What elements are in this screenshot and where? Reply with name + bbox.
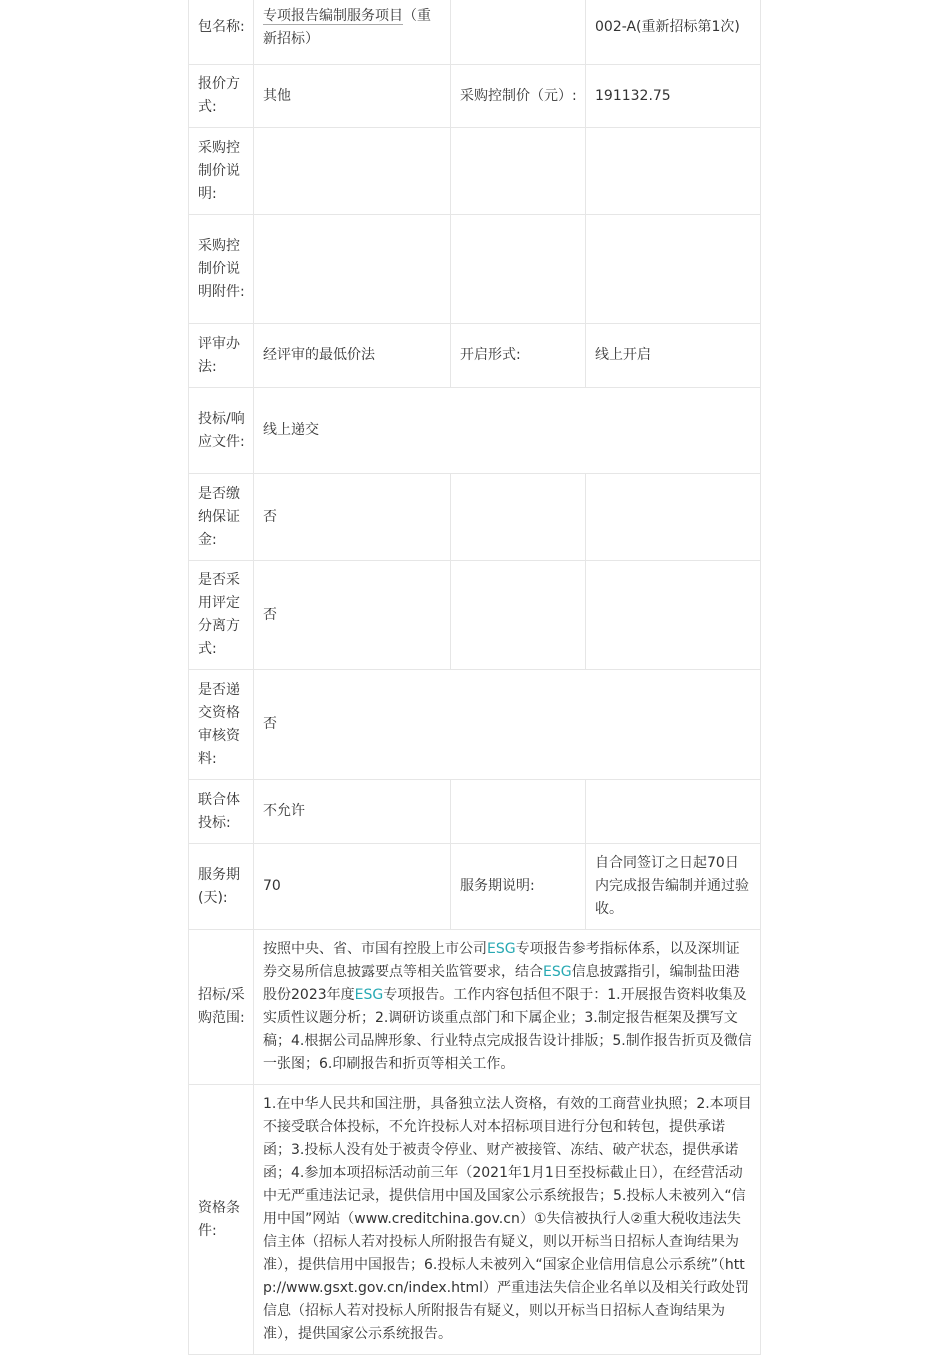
- service-period-value: 70: [254, 844, 451, 930]
- opening-form-label: 开启形式:: [451, 324, 586, 388]
- scope-text-2: 专项报告参考指标体系，以及深圳证券交易所信息披露要点等相关监管要求，结合: [263, 941, 740, 980]
- empty-cell: [586, 474, 761, 561]
- row-service-period: [189, 844, 761, 930]
- row-deposit: [189, 474, 761, 561]
- esg-highlight: ESG: [487, 941, 516, 957]
- empty-cell: [586, 561, 761, 670]
- scope-text-3: 信息披露指引，编制盐田港股份2023年度: [263, 964, 740, 1003]
- qualification-docs-value: 否: [254, 670, 761, 780]
- package-code: 002-A(重新招标第1次): [586, 0, 761, 65]
- row-evaluation-method: [189, 324, 761, 388]
- empty-cell: [451, 780, 586, 844]
- package-name-suffix: （重新招标）: [263, 7, 431, 47]
- scope-value: [254, 930, 761, 1085]
- scope-text-1: 按照中央、省、市国有控股上市公司: [263, 941, 487, 957]
- esg-highlight: ESG: [543, 964, 572, 980]
- control-price-label: 采购控制价（元）:: [451, 65, 586, 128]
- package-name-value: [254, 0, 451, 65]
- row-qualification-docs: [189, 670, 761, 780]
- control-price-attachment-label: 采购控制价说明附件:: [189, 215, 254, 324]
- tender-info-table: [188, 0, 761, 1355]
- opening-form-value: 线上开启: [586, 324, 761, 388]
- scope-text-4: 专项报告。工作内容包括但不限于：1.开展报告资料收集及实质性议题分析；2.调研访谈重点部门和下属企业；3.制定报告框架及撰写文稿；4.根据公司品牌形象、行业特点完成报告设计排版；5.制作报告折页及微信一张图；6.印刷报告和折页等相关工作。: [263, 987, 752, 1072]
- package-name-label: 包名称:: [189, 0, 254, 65]
- row-separation: [189, 561, 761, 670]
- service-period-label: 服务期(天):: [189, 844, 254, 930]
- separation-value: 否: [254, 561, 451, 670]
- control-price-note-label: 采购控制价说明:: [189, 128, 254, 215]
- row-scope: [189, 930, 761, 1085]
- quote-method-label: 报价方式:: [189, 65, 254, 128]
- evaluation-method-value: 经评审的最低价法: [254, 324, 451, 388]
- empty-cell: [451, 215, 586, 324]
- row-bid-document: [189, 388, 761, 474]
- empty-cell: [451, 561, 586, 670]
- qualification-label: 资格条件:: [189, 1085, 254, 1355]
- row-control-price-attachment: [189, 215, 761, 324]
- row-qualification: [189, 1085, 761, 1355]
- empty-cell: [451, 0, 586, 65]
- row-quote-method: [189, 65, 761, 128]
- empty-cell: [451, 474, 586, 561]
- empty-cell: [586, 215, 761, 324]
- evaluation-method-label: 评审办法:: [189, 324, 254, 388]
- empty-cell: [586, 780, 761, 844]
- control-price-value: 191132.75: [586, 65, 761, 128]
- row-control-price-note: [189, 128, 761, 215]
- esg-highlight: ESG: [354, 987, 384, 1003]
- empty-cell: [254, 215, 451, 324]
- bid-document-value: 线上递交: [254, 388, 761, 474]
- bid-document-label: 投标/响应文件:: [189, 388, 254, 474]
- consortium-label: 联合体投标:: [189, 780, 254, 844]
- row-consortium: [189, 780, 761, 844]
- deposit-value: 否: [254, 474, 451, 561]
- qualification-docs-label: 是否递交资格审核资料:: [189, 670, 254, 780]
- package-name-link[interactable]: 专项报告编制服务项目: [263, 7, 403, 24]
- scope-label: 招标/采购范围:: [189, 930, 254, 1085]
- empty-cell: [586, 128, 761, 215]
- empty-cell: [254, 128, 451, 215]
- service-period-note-label: 服务期说明:: [451, 844, 586, 930]
- separation-label: 是否采用评定分离方式:: [189, 561, 254, 670]
- service-period-note-value: 自合同签订之日起70日内完成报告编制并通过验收。: [586, 844, 761, 930]
- qualification-value: 1.在中华人民共和国注册，具备独立法人资格，有效的工商营业执照；2.本项目不接受联合体投标，不允许投标人对本招标项目进行分包和转包，提供承诺函；3.投标人没有处于被责令停业、财产被接管、冻结、破产状态，提供承诺函；4.参加本项招标活动前三年（2021年1月1日至投标截止日），在经营活动中无严重违法记录，提供信用中国及国家公示系统报告；5.投标人未被列入“信用中国”网站（www.creditchina.gov.cn）①失信被执行人②重大税收违法失信主体（招标人若对投标人所附报告有疑义，则以开标当日招标人查询结果为准），提供信用中国报告；6.投标人未被列入“国家企业信用信息公示系统”（http://www.gsxt.gov.cn/index.html）严重违法失信企业名单以及相关行政处罚信息（招标人若对投标人所附报告有疑义，则以开标当日招标人查询结果为准），提供国家公示系统报告。: [254, 1085, 761, 1355]
- row-package-name: [189, 0, 761, 65]
- empty-cell: [451, 128, 586, 215]
- deposit-label: 是否缴纳保证金:: [189, 474, 254, 561]
- quote-method-value: 其他: [254, 65, 451, 128]
- consortium-value: 不允许: [254, 780, 451, 844]
